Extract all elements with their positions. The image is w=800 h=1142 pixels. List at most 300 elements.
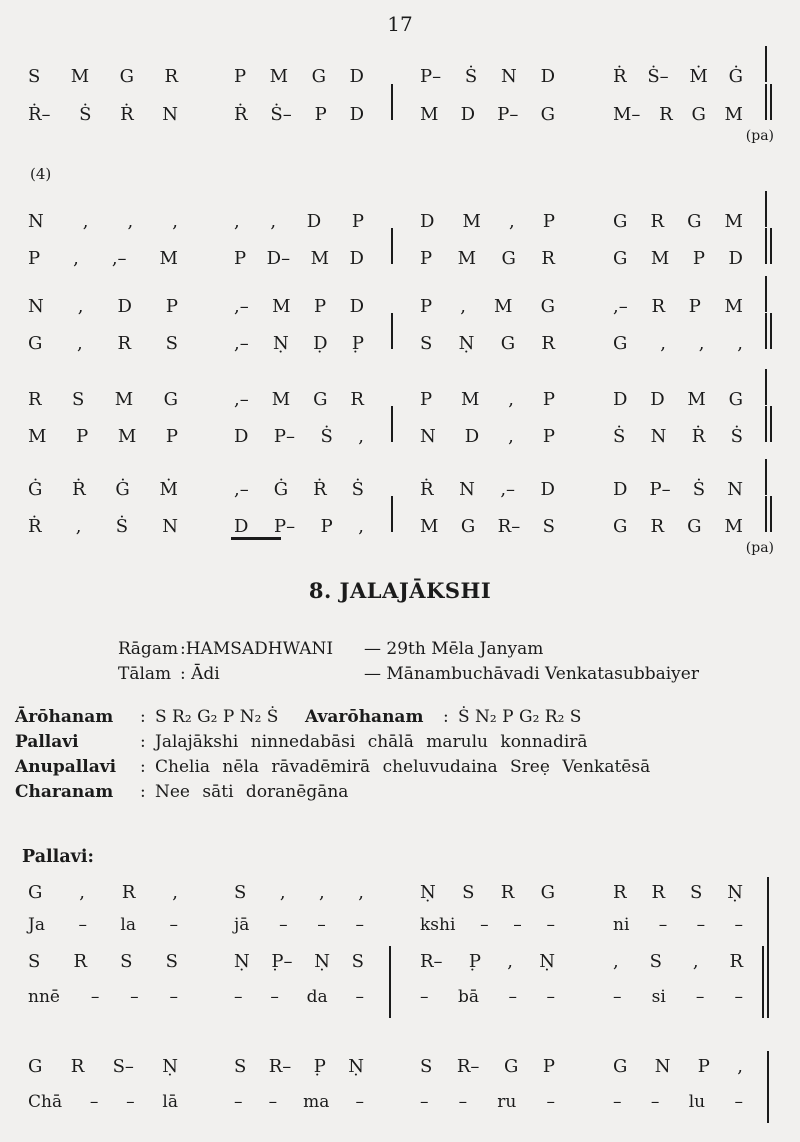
notation-cell: G (540, 882, 555, 903)
tala-bar-slot (364, 376, 420, 402)
notation-cell: D (540, 66, 555, 87)
end-barline (765, 413, 772, 442)
notation-cell: P (688, 296, 701, 317)
notation-cell: ,– (234, 333, 249, 354)
notation-cell: M (457, 248, 477, 269)
notation-cell: lā (162, 1092, 178, 1112)
notation-cell: G (119, 66, 135, 87)
notation-cell: S (71, 389, 85, 410)
notation-cell: P (420, 248, 433, 269)
notation-cell: M (420, 104, 439, 125)
end-barline (765, 91, 772, 120)
notation-cell: ma (303, 1092, 330, 1112)
notation-cell: G (28, 882, 43, 903)
notation-cell: D (728, 248, 743, 269)
notation-cell: – (169, 915, 178, 935)
notation-cell: Ṁ (159, 479, 178, 500)
swara-group (234, 479, 364, 500)
swara-group (613, 296, 743, 317)
notation-cell: Ṡ– (270, 104, 292, 125)
notation-cell: D (306, 211, 322, 232)
tala-bar-slot (364, 198, 420, 224)
notation-cell: D (349, 104, 364, 125)
lyric-group (234, 1092, 364, 1112)
tala-bar-slot (364, 503, 420, 529)
notation-cell: , (79, 882, 85, 903)
notation-cell: Ġ (115, 479, 130, 500)
notation-cell: , (692, 951, 699, 972)
swara-group (28, 66, 178, 87)
notation-cell: P (314, 104, 327, 125)
notation-cell: N (459, 479, 475, 500)
notation-cell: ,– (613, 296, 628, 317)
notation-cell: R (651, 882, 666, 903)
notation-cell: R (659, 104, 673, 125)
notation-cell: Ja (28, 915, 45, 935)
notation-cell: M (494, 296, 513, 317)
notation-cell: , (127, 211, 134, 232)
swara-row (0, 466, 800, 500)
notation-cell: bā (457, 987, 480, 1007)
notation-cell: P– (649, 479, 671, 500)
notation-cell: – (695, 987, 705, 1007)
notation-cell: G (687, 516, 702, 537)
notation-cell: – (613, 987, 622, 1007)
notation-cell: M (420, 516, 439, 537)
notation-cell: , (319, 882, 325, 903)
single-barline (765, 191, 767, 227)
notation-cell: – (513, 915, 522, 935)
notation-cell: – (480, 915, 489, 935)
notation-cell: Ṙ (313, 479, 327, 500)
tala-line (118, 664, 699, 684)
single-barline (765, 459, 767, 495)
notation-cell: R (73, 951, 88, 972)
avarohanam-swaras: Ṡ N₂ P G₂ R₂ S (458, 707, 582, 727)
composer-note: — Mānambuchāvadi Venkatasubbaiyer (364, 664, 699, 684)
swara-group (234, 389, 364, 410)
swara-group (28, 296, 178, 317)
notation-cell: M (159, 248, 178, 269)
notation-cell: jā (234, 915, 250, 935)
swara-group (613, 248, 743, 269)
notation-cell: M (462, 211, 481, 232)
notation-cell: Ṙ– (28, 104, 51, 125)
notation-cell: ,– (234, 296, 249, 317)
notation-cell: P (420, 389, 433, 410)
notation-cell: , (698, 333, 705, 354)
notation-cell: la (120, 915, 136, 935)
swara-group (613, 951, 743, 972)
notation-cell: P (314, 296, 327, 317)
anupallavi-text-line (15, 757, 650, 777)
swara-row (0, 235, 800, 269)
notation-cell: N (650, 426, 667, 447)
notation-cell: R (541, 248, 555, 269)
tala-label: Tālam (118, 664, 172, 684)
notation-cell: G (460, 516, 476, 537)
pallavi-text: Jalajākshi ninnedabāsi chālā marulu konnadirā (155, 732, 588, 752)
notation-cell: P (165, 426, 178, 447)
swara-row (0, 1056, 800, 1082)
end-barline (765, 53, 767, 82)
notation-cell: – (420, 987, 429, 1007)
notation-cell: – (546, 987, 555, 1007)
notation-cell: P (234, 66, 247, 87)
notation-cell: – (317, 915, 326, 935)
raga-label: Rāgam (118, 639, 179, 659)
swara-group (420, 66, 555, 87)
notation-line-pair (0, 1056, 800, 1120)
tala-bar-slot (364, 53, 420, 79)
swara-group (28, 211, 178, 232)
swara-row (0, 320, 800, 354)
notation-cell: ru (497, 1092, 517, 1112)
avarohanam-label: Avarōhanam (305, 707, 424, 727)
notation-cell: Ṙ (28, 516, 42, 537)
raga-value: :HAMSADHWANI (180, 639, 334, 659)
notation-cell: P (420, 296, 433, 317)
colon: : (140, 707, 146, 727)
notation-cell: S (542, 516, 555, 537)
notation-cell: Ṡ (115, 516, 129, 537)
notation-cell: Ṁ (689, 66, 708, 87)
swara-row (0, 91, 800, 125)
swara-group (420, 296, 555, 317)
notation-cell: M (687, 389, 706, 410)
notation-cell: Ḍ (313, 333, 328, 354)
notation-cell: M (724, 104, 743, 125)
single-barline (391, 84, 393, 120)
notation-cell: , (460, 296, 466, 317)
notation-cell: D (234, 426, 249, 447)
swara-group (613, 479, 743, 500)
pallavi-section-heading: Pallavi: (22, 847, 94, 867)
arohanam-label: Ārōhanam (15, 707, 114, 727)
end-barline (765, 283, 767, 312)
notation-cell: G (613, 516, 628, 537)
notation-cell: M– (613, 104, 641, 125)
notation-cell: P (542, 426, 555, 447)
notation-cell: G (613, 1056, 628, 1077)
swara-group (420, 389, 555, 410)
arohanam-swaras: S R₂ G₂ P N₂ Ṡ (155, 707, 279, 727)
swara-group (420, 104, 555, 125)
notation-cell: Ġ (28, 479, 43, 500)
end-barline (765, 235, 772, 264)
swara-group (28, 882, 178, 903)
notation-cell: G (728, 389, 743, 410)
notation-cell: R (650, 211, 665, 232)
single-barline (391, 313, 393, 349)
notation-cell: D (349, 66, 364, 87)
notation-cell: Ṡ (79, 104, 92, 125)
notation-cell: Chā (28, 1092, 63, 1112)
notation-cell: ,– (234, 389, 249, 410)
notation-cell: Ṡ (730, 426, 743, 447)
double-barline (765, 84, 772, 120)
notation-cell: S (234, 1056, 247, 1077)
notation-cell: S– (112, 1056, 134, 1077)
end-barline (765, 198, 767, 227)
lyric-group (420, 987, 555, 1007)
notation-cell: D (613, 479, 628, 500)
tala-bar-slot (364, 235, 420, 261)
notation-cell: R (650, 516, 665, 537)
notation-cell: S (420, 333, 433, 354)
notation-cell: R– (268, 1056, 292, 1077)
swara-group (28, 426, 178, 447)
end-barline (765, 466, 767, 495)
tala-bar-slot (364, 1092, 420, 1118)
notation-cell: M (70, 66, 90, 87)
swara-group (420, 248, 555, 269)
single-barline (391, 228, 393, 264)
notation-cell: nnē (28, 987, 60, 1007)
notation-cell: Ṇ (162, 1056, 178, 1077)
notation-cell: ,– (111, 248, 127, 269)
tala-bar-slot (364, 91, 420, 117)
notation-cell: – (279, 915, 288, 935)
raga-note: — 29th Mēla Janyam (364, 639, 544, 659)
notation-cell: R (541, 333, 555, 354)
notation-cell: , (508, 389, 515, 410)
notation-cell: – (613, 1092, 622, 1112)
swara-group (420, 211, 555, 232)
notation-cell: Ṙ (691, 426, 706, 447)
single-barline (765, 276, 767, 312)
notation-cell: G (28, 1056, 43, 1077)
notation-cell: P (542, 1056, 555, 1077)
pa-label: (pa) (745, 540, 774, 556)
double-barline (765, 406, 772, 442)
notation-cell: P (351, 211, 364, 232)
notation-cell: – (90, 987, 100, 1007)
swara-group (420, 516, 555, 537)
swara-group (28, 1056, 178, 1077)
notation-cell: Ṡ– (647, 66, 669, 87)
swara-row (0, 283, 800, 317)
swara-group (234, 516, 364, 537)
notation-cell: P (165, 296, 178, 317)
single-barline (767, 1051, 769, 1123)
notation-cell: D (117, 296, 132, 317)
swara-row (0, 503, 800, 537)
single-barline (391, 496, 393, 532)
lyric-group (613, 915, 743, 935)
lyric-group (28, 987, 178, 1007)
notation-cell: D (460, 104, 476, 125)
lyric-group (420, 1092, 555, 1112)
notation-cell: G (311, 66, 327, 87)
notation-cell: , (660, 333, 666, 354)
notation-cell: Ṡ (351, 479, 364, 500)
tala-bar-slot (364, 283, 420, 309)
notation-cell: – (696, 915, 706, 935)
notation-cell: – (268, 1092, 278, 1112)
notation-cell: P– (420, 66, 442, 87)
arohanam-line (15, 707, 581, 727)
swara-group (613, 333, 743, 354)
swara-row (0, 882, 800, 908)
double-barline (765, 313, 772, 349)
song-title: 8. JALAJĀKSHI (308, 578, 492, 603)
notation-cell: M (272, 296, 291, 317)
swara-group (28, 333, 178, 354)
swara-group (613, 882, 743, 903)
colon: : (443, 707, 449, 727)
notation-cell: Ṇ (234, 951, 250, 972)
notation-cell: S (234, 882, 247, 903)
swara-row (0, 413, 800, 447)
notation-cell: Ṇ (420, 882, 436, 903)
swara-row (0, 198, 800, 232)
notation-cell: D (349, 296, 364, 317)
swara-group (28, 248, 178, 269)
tala-bar-slot (364, 466, 420, 492)
notation-cell: – (546, 1092, 555, 1112)
notation-cell: Ṙ (420, 479, 434, 500)
notation-cell: , (73, 248, 79, 269)
double-barline (765, 228, 772, 264)
notation-cell: ,– (234, 479, 249, 500)
swara-group (613, 104, 743, 125)
notation-cell: – (734, 1092, 743, 1112)
swara-group (234, 333, 364, 354)
notation-cell: P̣ (313, 1056, 326, 1077)
notation-cell: Ṡ (464, 66, 478, 87)
lyric-group (613, 987, 743, 1007)
notation-cell: S (420, 1056, 433, 1077)
notation-cell: S (28, 66, 41, 87)
swara-row (0, 53, 800, 87)
swara-group (28, 104, 178, 125)
notation-cell: M (460, 389, 480, 410)
notation-cell: – (355, 1092, 364, 1112)
end-barline (765, 376, 767, 405)
swara-group (28, 951, 178, 972)
notation-cell: Ṙ (613, 66, 627, 87)
notation-cell: G (540, 104, 555, 125)
notation-cell: G (313, 389, 328, 410)
notation-cell: Ġ (728, 66, 743, 87)
lyric-row (0, 987, 800, 1013)
notation-cell: N (162, 104, 178, 125)
notation-cell: M (28, 426, 47, 447)
swara-group (420, 882, 555, 903)
notation-cell: D (650, 389, 665, 410)
notation-cell: , (270, 211, 277, 232)
notation-line-pair (0, 882, 800, 946)
notation-cell: P (697, 1056, 710, 1077)
swara-group (613, 211, 743, 232)
single-barline (765, 46, 767, 82)
notation-cell: P (542, 389, 555, 410)
swara-row (0, 951, 800, 977)
lyric-row (0, 1092, 800, 1118)
notation-cell: – (658, 915, 668, 935)
notation-cell: R (70, 1056, 85, 1077)
notation-cell: G (28, 333, 43, 354)
notation-cell: R (164, 66, 178, 87)
swara-group (420, 426, 555, 447)
notation-cell: , (172, 211, 178, 232)
notation-cell: N (654, 1056, 671, 1077)
notation-cell: , (234, 211, 240, 232)
notation-cell: , (358, 516, 364, 537)
notation-cell: , (507, 951, 513, 972)
notation-cell: R (651, 296, 665, 317)
swara-group (234, 211, 364, 232)
notation-cell: N (420, 426, 436, 447)
notation-cell: – (234, 987, 243, 1007)
swara-group (420, 1056, 555, 1077)
swara-group (234, 248, 364, 269)
lyric-group (234, 987, 364, 1007)
notation-cell: P̣– (271, 951, 293, 972)
colon: : (140, 757, 146, 777)
swara-group (613, 66, 743, 87)
notation-cell: D (349, 248, 364, 269)
tala-value: : Ādi (180, 664, 220, 684)
notation-cell: – (546, 915, 555, 935)
notation-cell: P– (273, 516, 296, 537)
notation-cell: Ṡ (613, 426, 626, 447)
notation-cell: – (126, 1092, 135, 1112)
pa-label: (pa) (745, 128, 774, 144)
colon: : (140, 732, 146, 752)
notation-cell: R (121, 882, 136, 903)
notation-cell: R (613, 882, 627, 903)
notation-cell: Ṡ (320, 426, 333, 447)
lyric-group (28, 1092, 178, 1112)
swara-group (234, 66, 364, 87)
swara-group (234, 951, 364, 972)
lyric-group (234, 915, 364, 935)
swara-group (28, 479, 178, 500)
notation-cell: D (234, 516, 249, 537)
notation-cell: P (542, 211, 555, 232)
notation-cell: G (691, 104, 706, 125)
notation-cell: P (76, 426, 89, 447)
notation-cell: da (306, 987, 328, 1007)
notation-cell: P (320, 516, 333, 537)
anupallavi-label: Anupallavi (15, 757, 117, 777)
notation-cell: S (120, 951, 133, 972)
lyric-row (0, 915, 800, 941)
notation-cell: , (77, 333, 83, 354)
swara-group (234, 104, 364, 125)
notation-cell: D (613, 389, 628, 410)
notation-cell: , (77, 296, 84, 317)
notation-cell: P– (497, 104, 519, 125)
double-barline (765, 496, 772, 532)
notation-cell: P̣ (351, 333, 364, 354)
notation-cell: S (165, 951, 178, 972)
notation-cell: M (271, 389, 291, 410)
section-marker: (4) (30, 165, 52, 183)
notation-cell: G (163, 389, 178, 410)
notation-cell: ni (613, 915, 630, 935)
notation-cell: ,– (500, 479, 516, 500)
notation-cell: R– (497, 516, 521, 537)
swara-group (234, 1056, 364, 1077)
notation-cell: M (724, 296, 743, 317)
notation-line-pair (0, 951, 800, 1015)
notation-cell: – (734, 987, 743, 1007)
notation-cell: D (540, 479, 555, 500)
end-barline (765, 320, 772, 349)
